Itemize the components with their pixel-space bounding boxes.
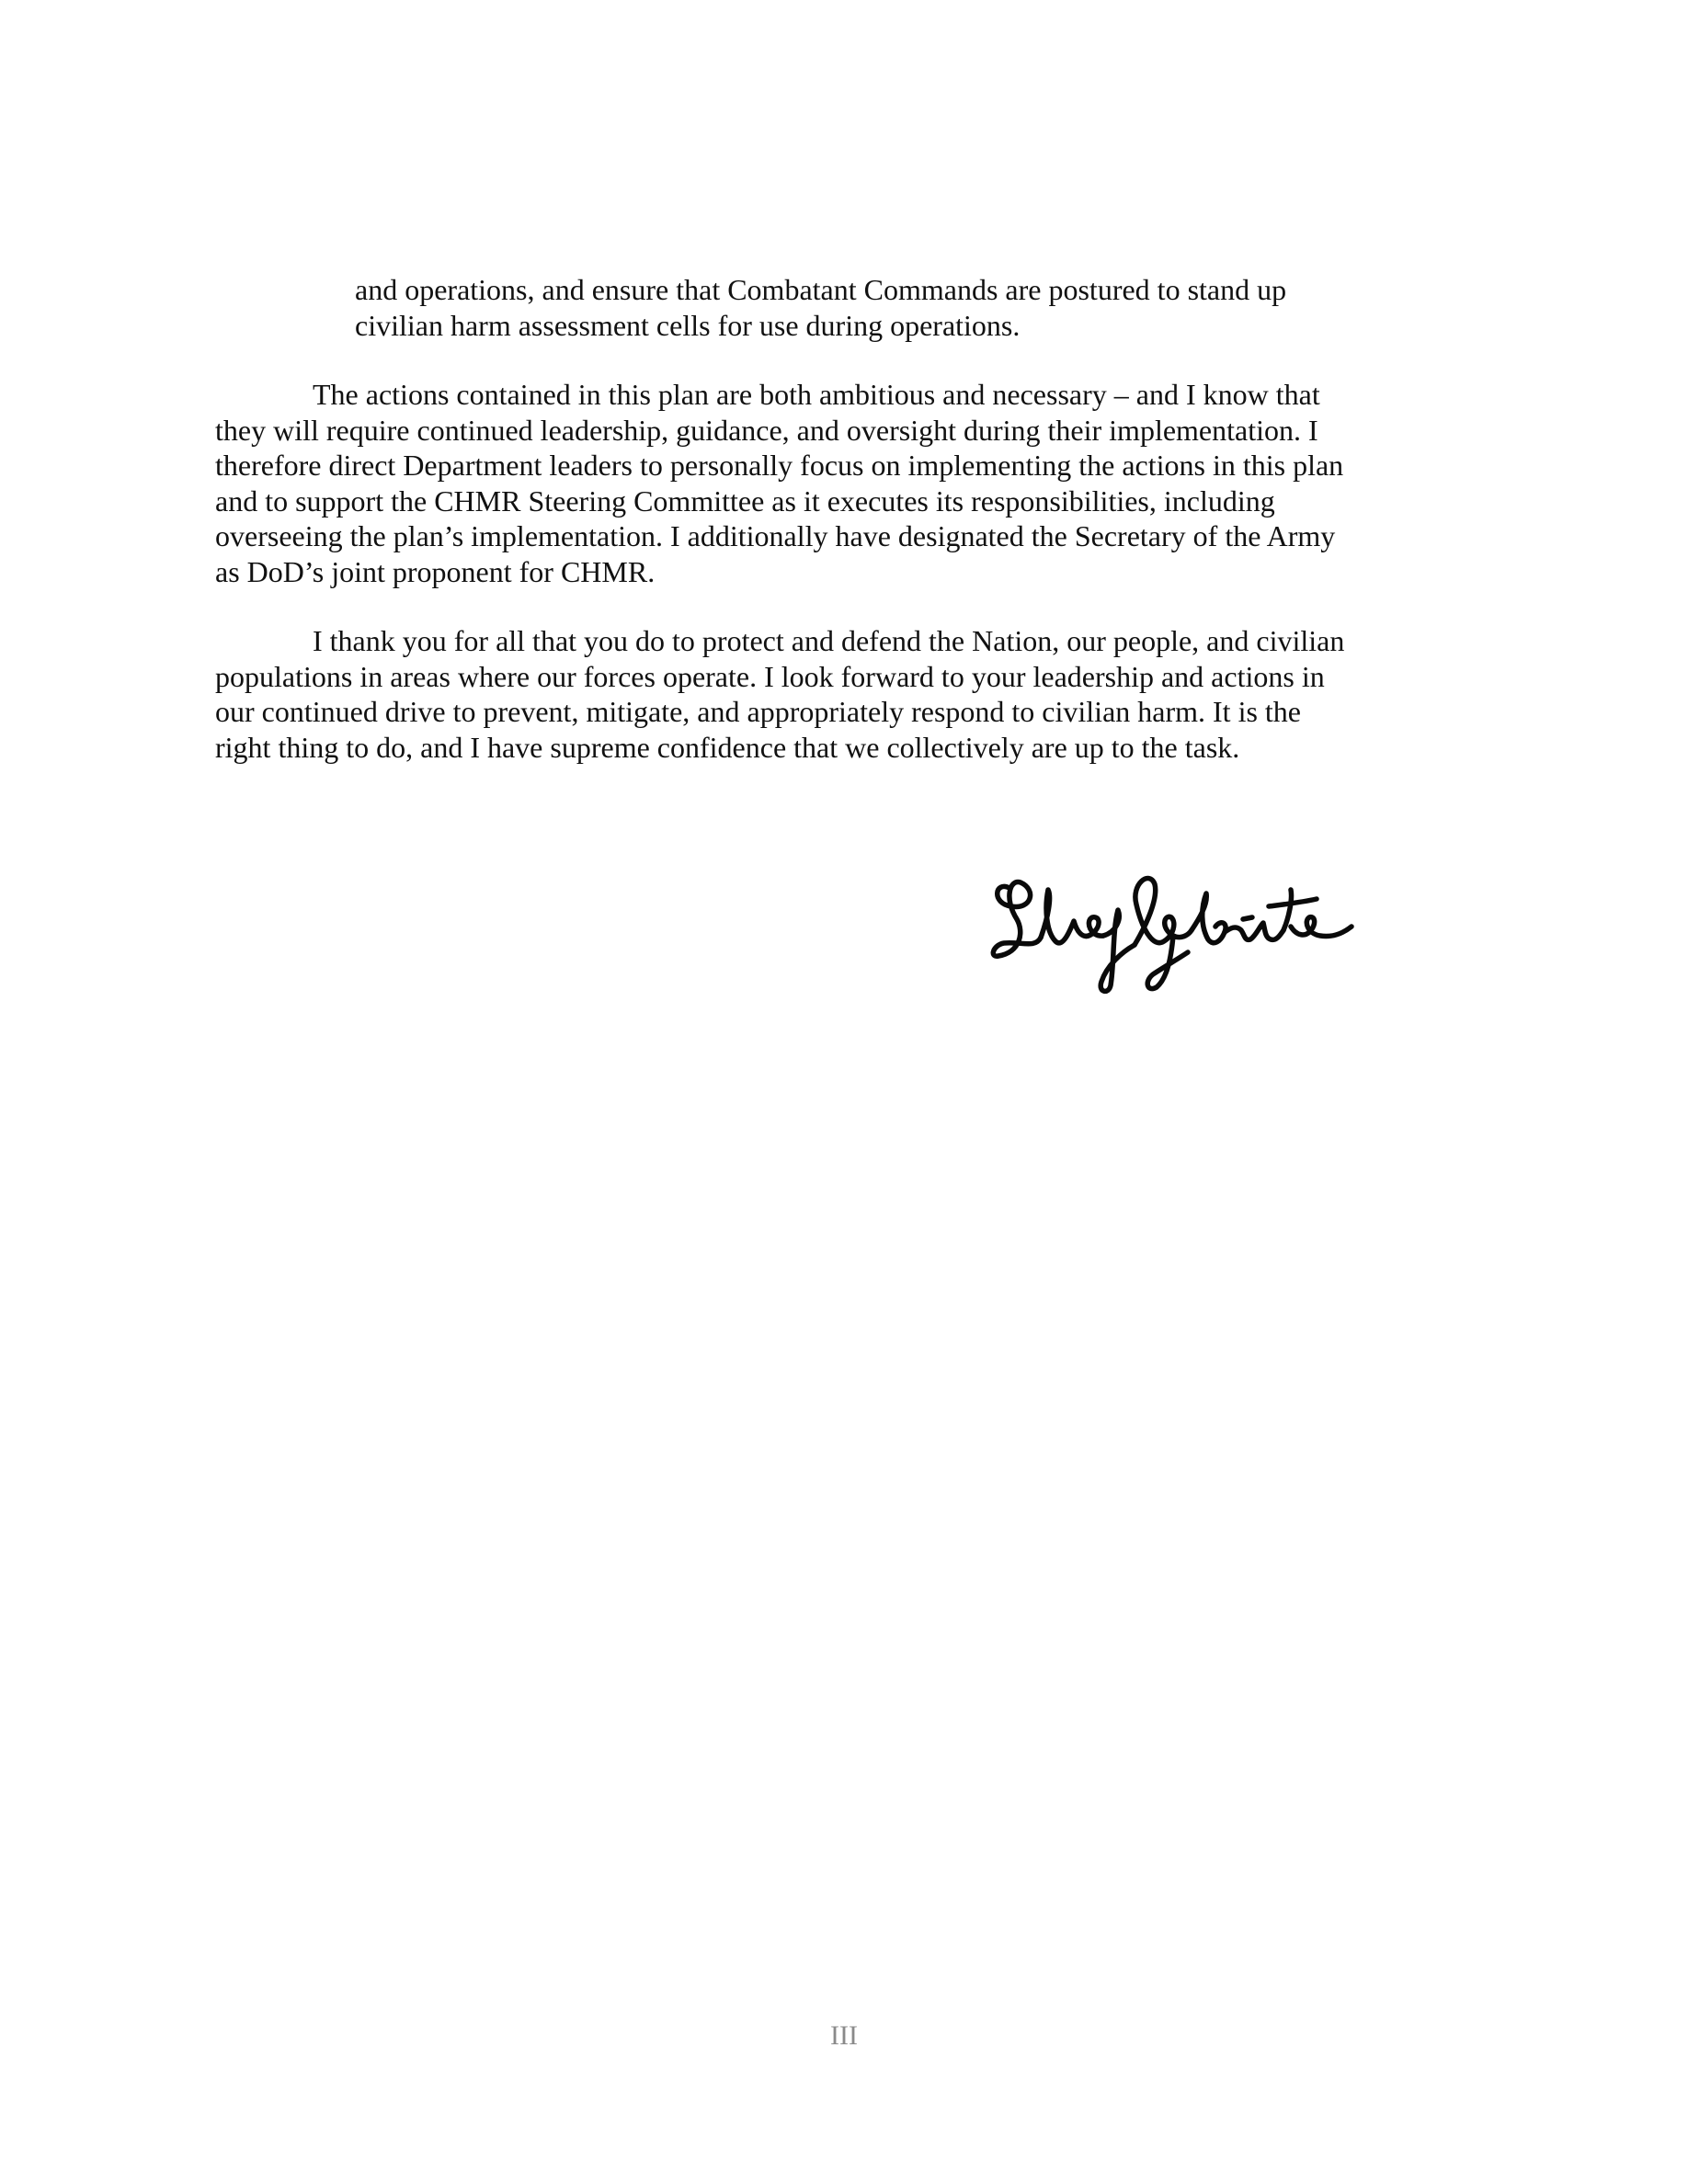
text-line: and operations, and ensure that Combatant Commands are postured to stand up (355, 273, 1287, 306)
paragraph-thanks (215, 623, 1344, 765)
signature-icon (984, 853, 1361, 1000)
text-line: they will require continued leadership, guidance, and oversight during their implementation. I (215, 413, 1318, 447)
text-line: civilian harm assessment cells for use during operations. (355, 308, 1021, 342)
text-line: therefore direct Department leaders to personally focus on implementing the actions in this plan (215, 449, 1344, 482)
text-line: overseeing the plan’s implementation. I additionally have designated the Secretary of the Army (215, 519, 1336, 552)
page-number: III (830, 2020, 858, 2051)
paragraph-actions (215, 377, 1343, 589)
text-line: as DoD’s joint proponent for CHMR. (215, 554, 656, 588)
text-line: and to support the CHMR Steering Committee as it executes its responsibilities, including (215, 483, 1275, 518)
text-line: I thank you for all that you do to protect and defend the Nation, our people, and civilian (313, 624, 1345, 657)
text-line: populations in areas where our forces operate. I look forward to your leadership and actions in (215, 659, 1325, 693)
text-line: The actions contained in this plan are both ambitious and necessary – and I know that (313, 378, 1320, 411)
paragraph-continuation (355, 272, 1286, 343)
text-line: right thing to do, and I have supreme confidence that we collectively are up to the task. (215, 730, 1240, 764)
text-line: our continued drive to prevent, mitigate, and appropriately respond to civilian harm. It is the (215, 695, 1301, 728)
